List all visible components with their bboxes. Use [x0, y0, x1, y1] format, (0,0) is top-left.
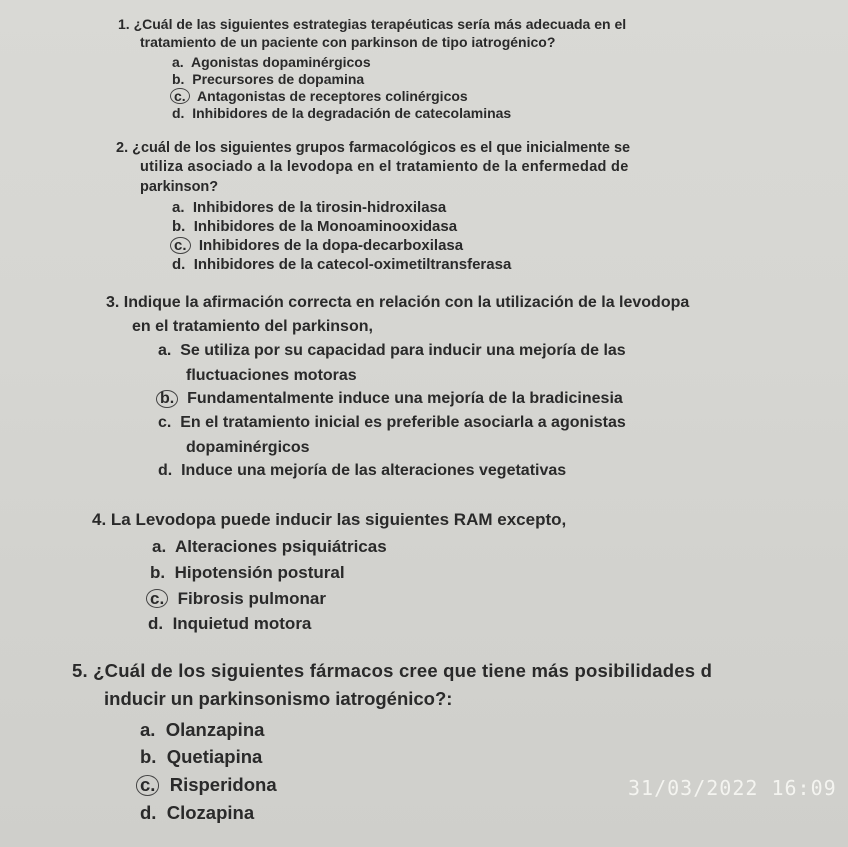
q2-stem-line3: parkinson?	[140, 179, 219, 195]
q5-option-b: b. Quetiapina	[140, 746, 263, 767]
answer-circle: c.	[146, 589, 168, 608]
q3-option-a: a. Se utiliza por su capacidad para inducir una mejoría de las	[158, 342, 626, 359]
q3-option-c: c. En el tratamiento inicial es preferible asociarla a agonistas	[158, 414, 626, 431]
q4-option-c: c. Fibrosis pulmonar	[146, 589, 326, 609]
q2-option-a: a. Inhibidores de la tirosin-hidroxilasa	[172, 199, 447, 216]
q3-option-a-cont: fluctuaciones motoras	[186, 367, 357, 384]
q3-option-b: b. Fundamentalmente induce una mejoría de la bradicinesia	[156, 390, 623, 408]
q1-option-c: c. Antagonistas de receptores colinérgicos	[170, 88, 468, 104]
q2-option-d: d. Inhibidores de la catecol-oximetiltransferasa	[172, 256, 512, 273]
answer-circle: c.	[170, 88, 190, 104]
q3-stem-line1: 3. Indique la afirmación correcta en relación con la utilización de la levodopa	[106, 294, 690, 311]
answer-circle: c.	[136, 775, 159, 796]
q4-option-a: a. Alteraciones psiquiátricas	[152, 537, 387, 556]
q4-stem-line1: 4. La Levodopa puede inducir las siguientes RAM excepto,	[92, 510, 567, 529]
q1-option-a: a. Agonistas dopaminérgicos	[172, 54, 371, 70]
q4-option-d: d. Inquietud motora	[148, 614, 312, 633]
q5-option-c: c. Risperidona	[136, 774, 277, 796]
q3-option-c-cont: dopaminérgicos	[186, 439, 310, 456]
q5-stem-line2: inducir un parkinsonismo iatrogénico?:	[104, 688, 453, 709]
q1-stem-line1: 1. ¿Cuál de las siguientes estrategias terapéuticas sería más adecuada en el	[118, 16, 627, 32]
q1-stem-line2: tratamiento de un paciente con parkinson de tipo iatrogénico?	[140, 34, 556, 50]
q2-option-c: c. Inhibidores de la dopa-decarboxilasa	[170, 237, 463, 254]
q1-option-b: b. Precursores de dopamina	[172, 71, 365, 87]
q2-stem-line2: utiliza asociado a la levodopa en el tratamiento de la enfermedad de	[140, 159, 629, 175]
q3-option-d: d. Induce una mejoría de las alteraciones vegetativas	[158, 462, 567, 479]
q2-option-b: b. Inhibidores de la Monoaminooxidasa	[172, 218, 458, 235]
photo-timestamp: 31/03/2022 16:09	[628, 776, 837, 800]
q5-option-a: a. Olanzapina	[140, 719, 265, 740]
q4-option-b: b. Hipotensión postural	[150, 563, 345, 582]
q3-stem-line2: en el tratamiento del parkinson,	[132, 318, 373, 335]
q1-option-d: d. Inhibidores de la degradación de catecolaminas	[172, 105, 512, 121]
q5-option-d: d. Clozapina	[140, 802, 255, 823]
q2-stem-line1: 2. ¿cuál de los siguientes grupos farmacológicos es el que inicialmente se	[116, 140, 631, 156]
answer-circle: c.	[170, 237, 191, 254]
q5-stem-line1: 5. ¿Cuál de los siguientes fármacos cree que tiene más posibilidades d	[72, 660, 713, 681]
answer-circle: b.	[156, 390, 178, 408]
